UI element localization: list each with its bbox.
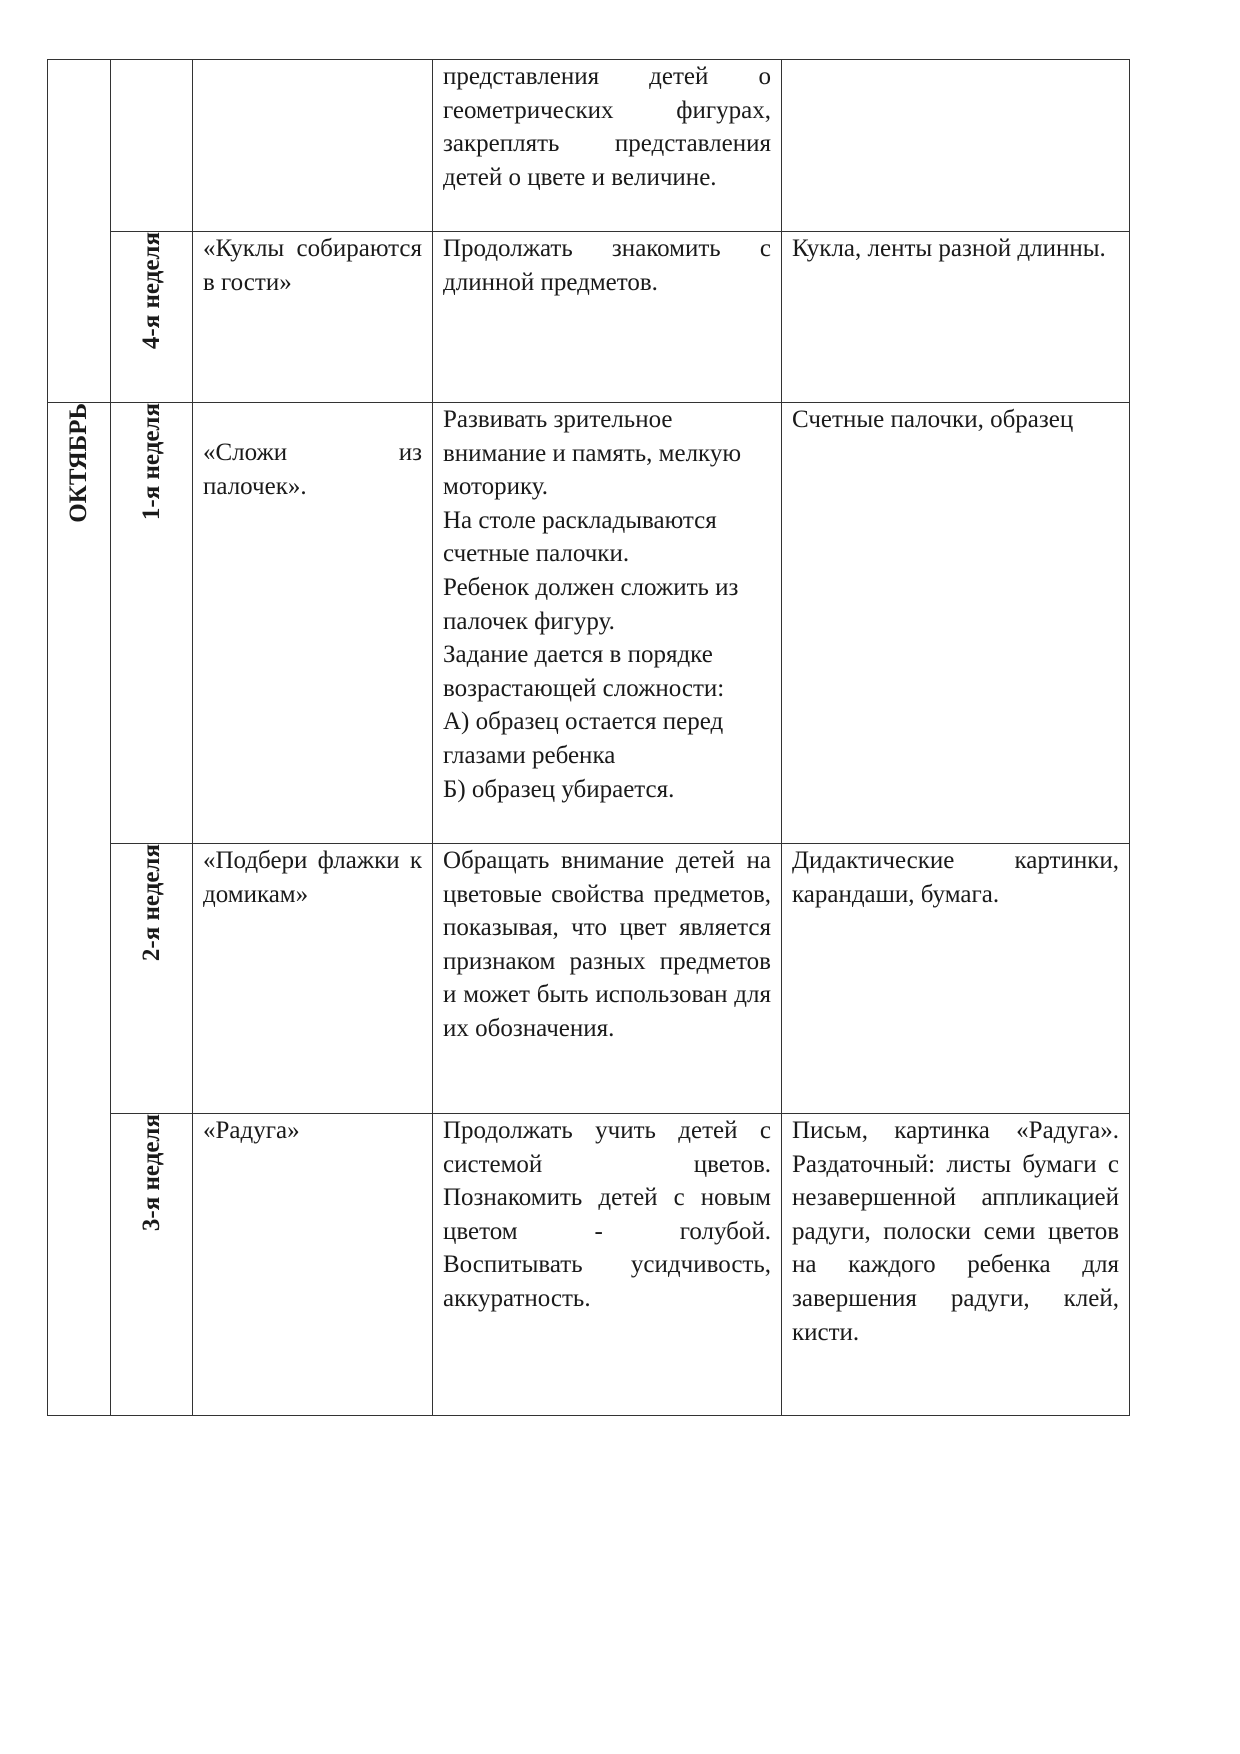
content-cell (433, 844, 782, 1114)
week-label: 4-я неделя (137, 232, 165, 350)
title-cell (193, 844, 433, 1114)
week-label: 2-я неделя (137, 844, 165, 962)
title-cell (193, 403, 433, 844)
month-cell-empty (48, 60, 111, 403)
materials-cell (782, 1114, 1130, 1416)
materials-cell (782, 232, 1130, 403)
month-cell (48, 403, 111, 1416)
materials-cell (782, 844, 1130, 1114)
title-text: «Куклы собираются в гости» (203, 235, 422, 296)
table-row (48, 60, 1130, 232)
content-line: Задание дается в порядке возрастающей сложности: (443, 641, 725, 702)
materials-cell (782, 60, 1130, 232)
week-label: 1-я неделя (137, 403, 165, 521)
content-line: Ребенок должен сложить из палочек фигуру. (443, 573, 739, 635)
lesson-plan-table (47, 59, 1130, 1416)
materials-cell (782, 403, 1130, 844)
week-cell (111, 60, 193, 232)
content-text: представления детей о геометрических фигурах, закреплять представления детей о цвете и величине. (443, 63, 771, 191)
table-row (48, 232, 1130, 403)
table-row (48, 1114, 1130, 1416)
content-cell (433, 60, 782, 232)
title-text: «Подбери флажки к домикам» (203, 847, 422, 908)
materials-text: Письм, картинка «Радуга». Раздаточный: листы бумаги с незавершенной аппликацией радуги, полоски семи цветов на каждого ребенка для завершения радуги, клей, кисти. (792, 1117, 1119, 1346)
content-cell (433, 232, 782, 403)
content-cell (433, 403, 782, 844)
week-cell (111, 844, 193, 1114)
title-cell (193, 232, 433, 403)
title-text: «Сложи из палочек». (203, 439, 422, 500)
week-cell (111, 1114, 193, 1416)
materials-text: Дидактические картинки, карандаши, бумага. (792, 847, 1119, 908)
content-line: А) образец остается перед глазами ребенка (443, 708, 724, 769)
table-row (48, 403, 1130, 844)
content-line: Б) образец убирается. (443, 775, 675, 803)
materials-text: Кукла, ленты разной длинны. (792, 235, 1106, 262)
content-line: На столе раскладываются счетные палочки. (443, 506, 717, 568)
materials-text: Счетные палочки, образец (792, 406, 1074, 433)
content-cell (433, 1114, 782, 1416)
content-text: Продолжать учить детей с системой цветов. Познакомить детей с новым цветом - голубой. Воспитывать усидчивость, аккуратность. (443, 1117, 771, 1312)
month-label: ОКТЯБРЬ (65, 403, 93, 523)
content-text: Обращать внимание детей на цветовые свойства предметов, показывая, что цвет является признаком разных предметов и может быть использован для их обозначения. (443, 847, 771, 1042)
content-text: Продолжать знакомить с длинной предметов. (443, 235, 771, 296)
title-text: «Радуга» (203, 1117, 300, 1144)
table-row (48, 844, 1130, 1114)
title-cell (193, 60, 433, 232)
week-cell (111, 403, 193, 844)
title-cell (193, 1114, 433, 1416)
week-label: 3-я неделя (137, 1114, 165, 1232)
content-line: Развивать зрительное внимание и память, мелкую моторику. (443, 406, 742, 501)
week-cell (111, 232, 193, 403)
